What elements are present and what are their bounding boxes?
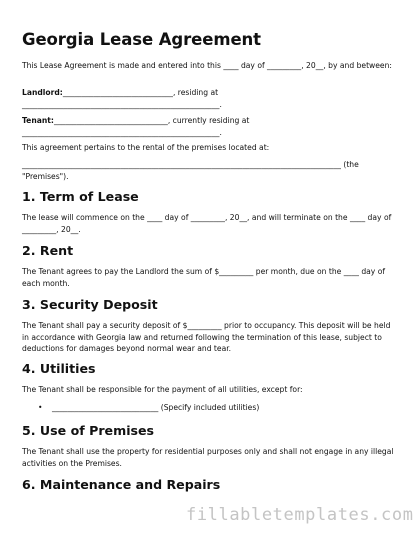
landlord-line-1: _____________________________, residing at	[62, 88, 219, 97]
bullet-icon: •	[38, 403, 43, 412]
section-heading-term: 1. Term of Lease	[22, 189, 139, 204]
section-heading-maintenance: 6. Maintenance and Repairs	[22, 477, 221, 492]
premises-line-3: "Premises").	[22, 171, 69, 181]
document-title: Georgia Lease Agreement	[22, 30, 261, 49]
utilities-bullet-text: ____________________________ (Specify included utilities)	[52, 403, 260, 412]
premises-line-2: ____________________________________________________________________________________ (the	[22, 160, 359, 169]
section-body-security-deposit: The Tenant shall pay a security deposit of $_________ prior to occupancy. This deposit will be held in accordance with Georgia law and returned following the termination of this lease, subject to deductions for damages beyond normal wear and tear.	[22, 321, 391, 353]
watermark-text: fillabletemplates.com	[186, 505, 414, 525]
section-heading-security-deposit: 3. Security Deposit	[22, 297, 158, 312]
section-heading-use-of-premises: 5. Use of Premises	[22, 423, 155, 438]
section-heading-rent: 2. Rent	[22, 243, 74, 258]
landlord-block	[22, 87, 394, 110]
intro-paragraph: This Lease Agreement is made and entered into this ____ day of _________, 20__, by and between:	[22, 61, 392, 70]
section-heading-utilities: 4. Utilities	[22, 361, 96, 376]
premises-block	[22, 159, 394, 182]
tenant-block	[22, 115, 394, 138]
utilities-bullet-item	[38, 402, 259, 414]
landlord-label: Landlord:	[22, 88, 63, 97]
section-body-use-of-premises: The Tenant shall use the property for residential purposes only and shall not engage in any illegal activities on the Premises.	[22, 447, 394, 468]
tenant-label: Tenant:	[22, 116, 54, 125]
tenant-line-1: ______________________________, currently residing at	[53, 116, 250, 125]
landlord-line-2: ____________________________________________________.	[22, 99, 222, 109]
premises-intro: This agreement pertains to the rental of the premises located at:	[22, 143, 270, 152]
section-body-utilities: The Tenant shall be responsible for the payment of all utilities, except for:	[22, 385, 303, 394]
section-body-rent: The Tenant agrees to pay the Landlord the sum of $_________ per month, due on the ____ day of each month.	[22, 267, 386, 288]
section-body-term: The lease will commence on the ____ day of _________, 20__, and will terminate on the ____ day of _________, 20__.	[22, 213, 392, 234]
tenant-line-2: ____________________________________________________.	[22, 127, 222, 137]
